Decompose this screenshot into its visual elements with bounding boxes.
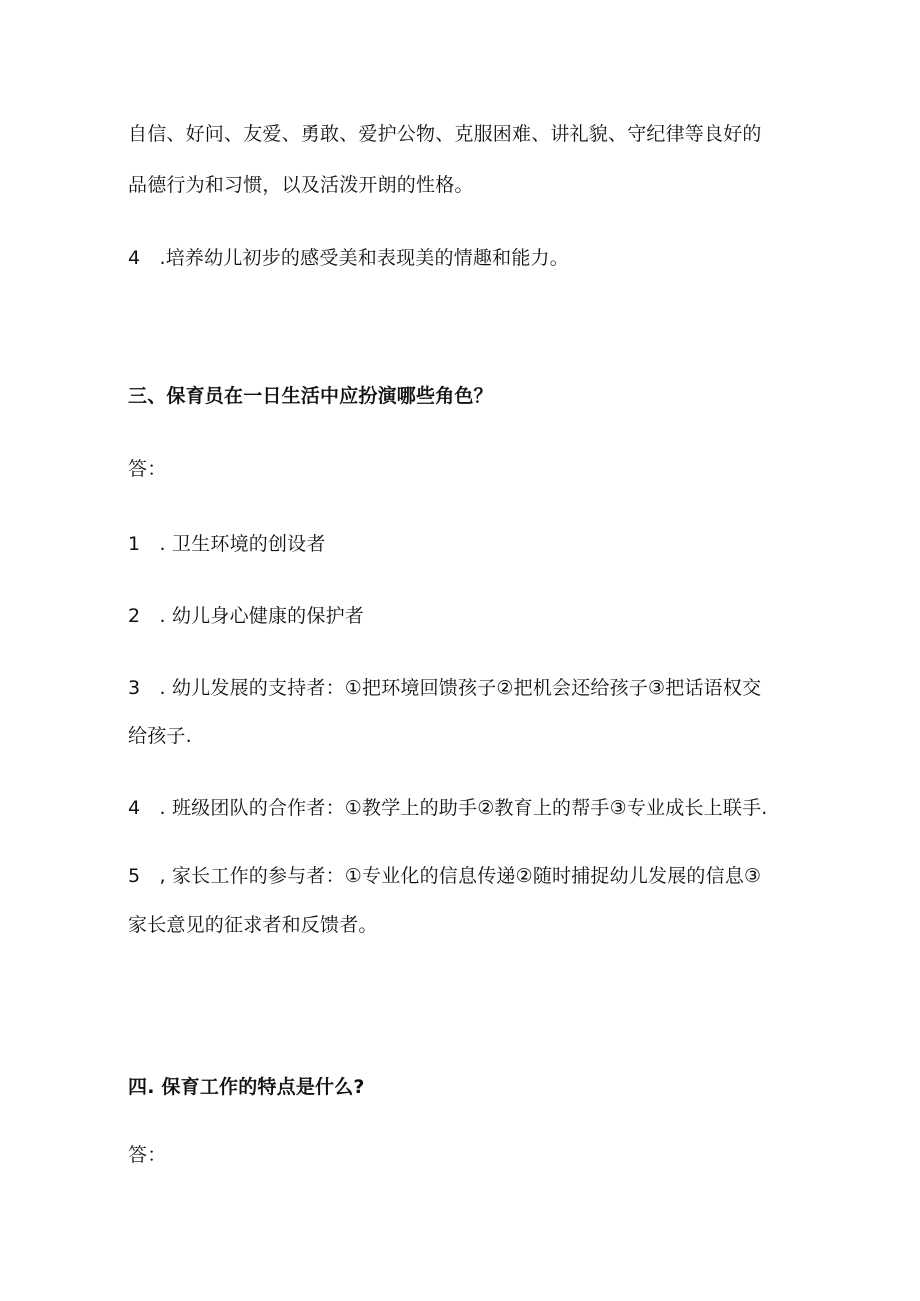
section-3-item-3: 3 . 幼儿发展的支持者：①把环境回馈孩子②把机会还给孩子③把话语权交 xyxy=(128,677,762,699)
section-3-item-1: 1 . 卫生环境的创设者 xyxy=(128,533,326,555)
intro-line-1: 自信、好问、友爱、勇敢、爱护公物、克服困难、讲礼貌、守纪律等良好的 xyxy=(128,123,762,145)
section-3-item-2: 2 . 幼儿身心健康的保护者 xyxy=(128,605,364,627)
section-3-item-5-continued: 家长意见的征求者和反馈者。 xyxy=(128,914,378,936)
section-3-item-3-continued: 给孩子. xyxy=(128,725,192,747)
section-3-heading: 三、保育员在一日生活中应扮演哪些角色？ xyxy=(128,385,493,407)
section-4-heading: 四. 保育工作的特点是什么? xyxy=(128,1076,365,1098)
item-4-previous-section: 4 .培养幼儿初步的感受美和表现美的情趣和能力。 xyxy=(128,247,569,269)
section-3-item-4: 4 . 班级团队的合作者：①教学上的助手②教育上的帮手③专业成长上联手. xyxy=(128,797,768,819)
intro-line-2: 品德行为和习惯，以及活泼开朗的性格。 xyxy=(128,174,474,196)
section-3-answer-label: 答： xyxy=(128,458,167,480)
section-4-answer-label: 答： xyxy=(128,1144,167,1166)
section-3-item-5: 5 , 家长工作的参与者：①专业化的信息传递②随时捕捉幼儿发展的信息③ xyxy=(128,865,762,887)
